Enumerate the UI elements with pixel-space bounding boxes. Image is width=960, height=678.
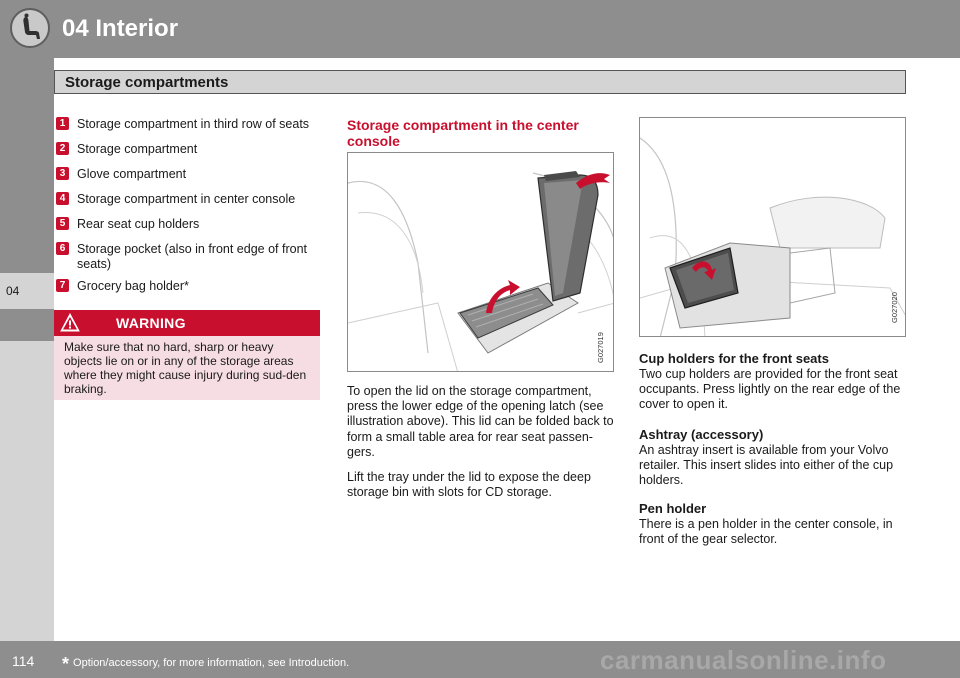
warning-box: [54, 310, 320, 400]
pen-holder-text: There is a pen holder in the center console, in front of the gear selector.: [639, 517, 893, 547]
list-item: [56, 117, 322, 132]
footnote-star: *: [62, 654, 70, 674]
armrest-lid-drawing: [348, 153, 614, 372]
chapter-tab-number: 04: [6, 284, 20, 298]
page-number: 114: [12, 653, 35, 669]
ashtray-text: An ashtray insert is available from your Volvo retailer. This insert slides into either of the cup holders.: [639, 443, 894, 488]
list-item-text: Storage compartment: [77, 142, 198, 156]
item-number-badge: 5: [56, 217, 69, 230]
list-item-text: Glove compartment: [77, 167, 187, 181]
center-console-paragraph-1: To open the lid on the storage compartment, press the lower edge of the opening latch (see illustration above). This lid can be folded back to form a small table area for rear seat passen-gers.: [347, 384, 614, 459]
list-item: [56, 242, 322, 272]
list-item-text: Grocery bag holder*: [77, 279, 189, 293]
list-item: [56, 217, 322, 232]
watermark: carmanualsonline.info: [600, 645, 887, 675]
footnote: [62, 654, 349, 675]
page-header: [0, 0, 960, 58]
item-number-badge: 6: [56, 242, 69, 255]
list-item-text: Storage compartment in third row of seats: [77, 117, 310, 131]
item-number-badge: 4: [56, 192, 69, 205]
cup-holders-text: Two cup holders are provided for the front seat occupants. Press lightly on the rear edge of the cover to open it.: [639, 367, 901, 412]
chapter-title: 04 Interior: [62, 15, 179, 42]
center-console-heading: Storage compartment in the center console: [347, 117, 579, 149]
item-number-badge: 1: [56, 117, 69, 130]
list-item-text: Rear seat cup holders: [77, 217, 200, 231]
warning-label: WARNING: [116, 315, 186, 331]
center-console-paragraph-2: Lift the tray under the lid to expose the deep storage bin with slots for CD storage.: [347, 470, 591, 500]
seat-icon: [10, 8, 50, 48]
section-title-bar: [54, 70, 906, 94]
warning-header: [54, 310, 320, 336]
item-number-badge: 7: [56, 279, 69, 292]
page-footer: [0, 641, 960, 678]
list-item-text: Storage compartment in center console: [77, 192, 296, 206]
section-title: Storage compartments: [65, 74, 229, 91]
pen-holder-heading: Pen holder: [639, 501, 707, 516]
list-item-text: Storage pocket (also in front edge of front seats): [77, 242, 307, 271]
center-console-illustration: [347, 152, 614, 372]
list-item: [56, 192, 322, 207]
cup-holders-heading: Cup holders for the front seats: [639, 351, 829, 366]
warning-text: Make sure that no hard, sharp or heavy objects lie on or in any of the storage areas where they might cause injury during sud-den braking.: [64, 340, 307, 396]
list-item: [56, 279, 322, 294]
list-item: [56, 167, 322, 182]
item-number-badge: 3: [56, 167, 69, 180]
cup-holder-illustration: [639, 117, 906, 337]
item-number-badge: 2: [56, 142, 69, 155]
list-item: [56, 142, 322, 157]
chapter-sidebar-lower: [0, 341, 54, 641]
illustration-code: G027019: [596, 332, 605, 363]
warning-triangle-icon: [60, 313, 80, 332]
footnote-text: Option/accessory, for more information, see Introduction.: [73, 657, 350, 669]
illustration-code: G027020: [890, 292, 899, 323]
ashtray-heading: Ashtray (accessory): [639, 427, 764, 442]
cup-holder-drawing: [640, 118, 906, 337]
